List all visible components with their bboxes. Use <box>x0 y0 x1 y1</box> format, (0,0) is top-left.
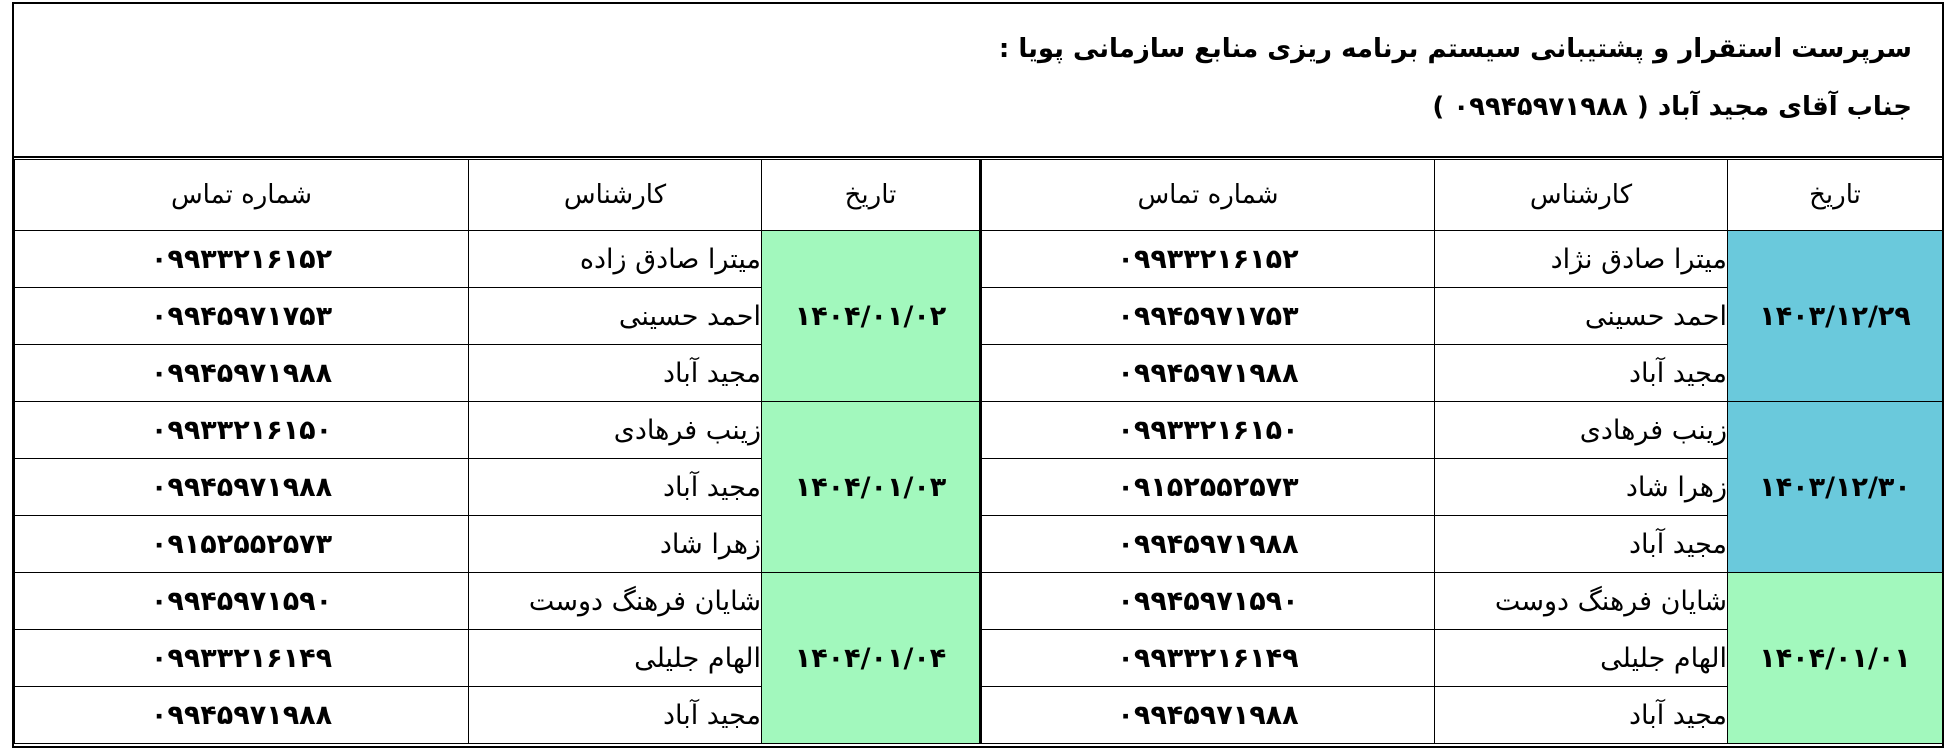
phone-cell: ۰۹۹۳۳۲۱۶۱۵۰ <box>15 402 469 459</box>
expert-cell: الهام جلیلی <box>469 630 762 687</box>
phone-cell: ۰۹۹۴۵۹۷۱۹۸۸ <box>981 516 1435 573</box>
expert-cell: میترا صادق زاده <box>469 231 762 288</box>
phone-cell: ۰۹۹۴۵۹۷۱۷۵۳ <box>15 288 469 345</box>
phone-cell: ۰۹۹۳۳۲۱۶۱۵۲ <box>981 231 1435 288</box>
phone-cell: ۰۹۱۵۲۵۵۲۵۷۳ <box>981 459 1435 516</box>
expert-cell: شایان فرهنگ دوست <box>469 573 762 630</box>
expert-cell: مجید آباد <box>469 459 762 516</box>
expert-cell: زهرا شاد <box>469 516 762 573</box>
date-cell: ۱۴۰۳/۱۲/۲۹ <box>1728 231 1943 402</box>
col-header-date-left: تاریخ <box>762 160 981 231</box>
date-cell: ۱۴۰۴/۰۱/۰۲ <box>762 231 981 402</box>
expert-cell: مجید آباد <box>1435 516 1728 573</box>
table-row <box>15 231 1943 288</box>
phone-cell: ۰۹۹۳۳۲۱۶۱۵۰ <box>981 402 1435 459</box>
expert-cell: مجید آباد <box>1435 687 1728 744</box>
expert-cell: احمد حسینی <box>469 288 762 345</box>
expert-cell: زهرا شاد <box>1435 459 1728 516</box>
phone-cell: ۰۹۹۳۳۲۱۶۱۴۹ <box>15 630 469 687</box>
phone-cell: ۰۹۹۴۵۹۷۱۹۸۸ <box>981 345 1435 402</box>
phone-cell: ۰۹۹۴۵۹۷۱۹۸۸ <box>15 687 469 744</box>
phone-cell: ۰۹۹۴۵۹۷۱۹۸۸ <box>15 345 469 402</box>
expert-cell: الهام جلیلی <box>1435 630 1728 687</box>
expert-cell: احمد حسینی <box>1435 288 1728 345</box>
table-row <box>15 573 1943 630</box>
date-cell: ۱۴۰۳/۱۲/۳۰ <box>1728 402 1943 573</box>
col-header-phone-right: شماره تماس <box>981 160 1435 231</box>
expert-cell: زینب فرهادی <box>1435 402 1728 459</box>
phone-cell: ۰۹۹۴۵۹۷۱۵۹۰ <box>15 573 469 630</box>
expert-cell: زینب فرهادی <box>469 402 762 459</box>
col-header-expert-right: کارشناس <box>1435 160 1728 231</box>
schedule-table <box>14 159 1943 744</box>
expert-cell: مجید آباد <box>469 345 762 402</box>
table-header-row <box>15 160 1943 231</box>
table-row <box>15 402 1943 459</box>
expert-cell: مجید آباد <box>1435 345 1728 402</box>
header-supervisor: جناب آقای مجید آباد ( ۰۹۹۴۵۹۷۱۹۸۸ ) <box>1432 92 1912 122</box>
header-divider <box>14 156 1942 158</box>
expert-cell: مجید آباد <box>469 687 762 744</box>
expert-cell: میترا صادق نژاد <box>1435 231 1728 288</box>
phone-cell: ۰۹۹۴۵۹۷۱۵۹۰ <box>981 573 1435 630</box>
phone-cell: ۰۹۹۴۵۹۷۱۹۸۸ <box>981 687 1435 744</box>
phone-cell: ۰۹۹۴۵۹۷۱۷۵۳ <box>981 288 1435 345</box>
header-title: سرپرست استقرار و پشتیبانی سیستم برنامه ریزی منابع سازمانی پویا : <box>998 34 1912 64</box>
col-header-expert-left: کارشناس <box>469 160 762 231</box>
date-cell: ۱۴۰۴/۰۱/۰۴ <box>762 573 981 744</box>
date-cell: ۱۴۰۴/۰۱/۰۳ <box>762 402 981 573</box>
col-header-date-right: تاریخ <box>1728 160 1943 231</box>
phone-cell: ۰۹۱۵۲۵۵۲۵۷۳ <box>15 516 469 573</box>
phone-cell: ۰۹۹۳۳۲۱۶۱۴۹ <box>981 630 1435 687</box>
expert-cell: شایان فرهنگ دوست <box>1435 573 1728 630</box>
col-header-phone-left: شماره تماس <box>15 160 469 231</box>
phone-cell: ۰۹۹۴۵۹۷۱۹۸۸ <box>15 459 469 516</box>
schedule-sheet <box>12 2 1944 748</box>
phone-cell: ۰۹۹۳۳۲۱۶۱۵۲ <box>15 231 469 288</box>
date-cell: ۱۴۰۴/۰۱/۰۱ <box>1728 573 1943 744</box>
